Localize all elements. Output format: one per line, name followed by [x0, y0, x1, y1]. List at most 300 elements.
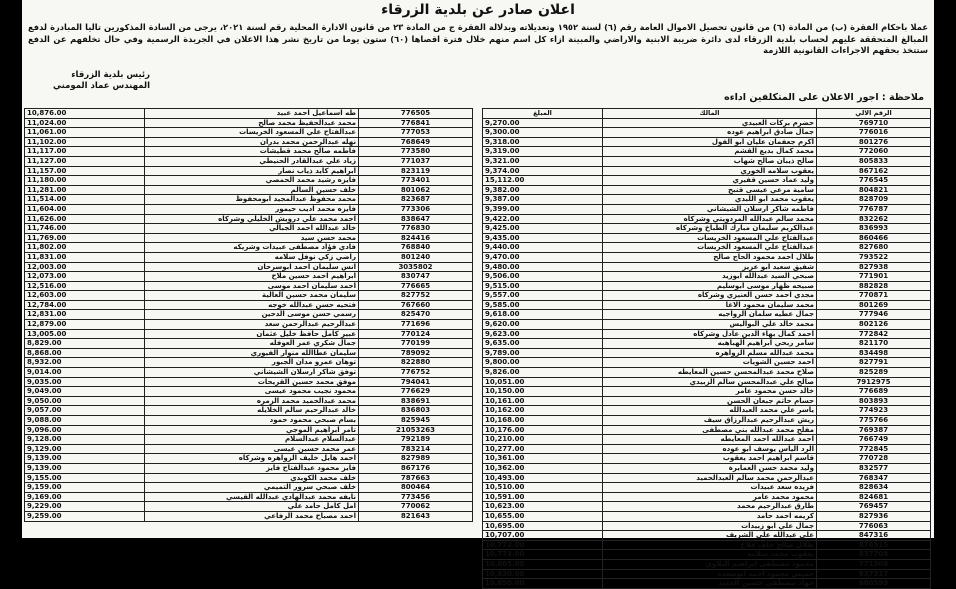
owner-name-cell: يعقوب سلامه الخوري [603, 166, 817, 176]
number-cell: 783214 [359, 444, 473, 454]
scanned-notice-sheet [22, 0, 934, 588]
table-row [25, 368, 473, 378]
amount-cell: 9,506.00 [483, 272, 603, 282]
owner-name-cell: فاطمه شاكر ارسلان الشيشاني [603, 204, 817, 214]
amount-cell: 9,789.00 [483, 348, 603, 358]
table-row [483, 291, 931, 301]
amount-cell: 9,635.00 [483, 339, 603, 349]
table-row [483, 387, 931, 397]
table-row [25, 492, 473, 502]
number-cell: 787663 [359, 473, 473, 483]
amount-cell: 9,318.00 [483, 137, 603, 147]
number-cell: 825470 [359, 310, 473, 320]
table-row [25, 502, 473, 512]
owner-name-cell: جمال صادق ابراهيم عوده [603, 128, 817, 138]
table-row [25, 339, 473, 349]
number-cell: 3035802 [359, 262, 473, 272]
number-cell: 794041 [359, 377, 473, 387]
notice-paragraph: عملا باحكام الفقرة (ب) من المادة (٦) من قانون تحصيل الاموال العامة رقم (٦) لسنة ١٩٥٢ وتعديلاته وبدلالة الفقرة ج من المادة ٢٣ من قانون الادارة المحلية رقم لسنة ٢٠٢١، يرجى من السادة المذكورين تاليا المبادرة لدفع المبالغ المتحققة عليهم لحساب بلدية الزرقاء لدى دائرة ضريبة الابنية والاراضي والمبينة ازاء كل اسم منهم خلال فترة اقصاها (٦٠) ستون يوما من تاريخ نشر هذا الاعلان في الجريدة الرسمية وفي حال تخلفهم عن الدفع ستتخذ بحقهم الاجراءات القانونية اللازمة [28, 22, 928, 55]
owner-name-cell: ريش عبدالرحيم عبدالرزاق سيف [603, 416, 817, 426]
number-cell: 821170 [817, 339, 931, 349]
amount-cell: 10,277.00 [483, 444, 603, 454]
header-number: الرقم الالي [817, 109, 931, 119]
number-cell: 773580 [359, 147, 473, 157]
owner-name-cell: عبدالرحيم عبدالرحمن سعد [145, 320, 359, 330]
number-cell: 769710 [817, 118, 931, 128]
owner-name-cell: فايزه محمد اديب حيمور [145, 204, 359, 214]
owner-name-cell: صبحي السيد عبدالله ابوزيد [603, 272, 817, 282]
number-cell: 834498 [817, 348, 931, 358]
owner-name-cell: زياد علي عبدالقادر الحنيطي [145, 156, 359, 166]
amount-cell: 12,603.00 [25, 291, 145, 301]
owner-name-cell: صالح علي عبدالمحسن سالم الزبيدي [603, 377, 817, 387]
number-cell: 7912975 [817, 377, 931, 387]
table-row [25, 137, 473, 147]
table-row [483, 502, 931, 512]
table-row [25, 435, 473, 445]
number-cell: 766749 [817, 435, 931, 445]
table-row [483, 559, 931, 569]
amount-cell: 11,180.00 [25, 176, 145, 186]
owner-name-cell: خلف حسين السالم [145, 185, 359, 195]
table-row [483, 406, 931, 416]
amount-cell: 10,830.00 [483, 569, 603, 579]
table-row [483, 444, 931, 454]
amount-cell: 9,422.00 [483, 214, 603, 224]
owner-name-cell: سليمان عطاالله منوار الفيوري [145, 348, 359, 358]
number-cell: 771696 [359, 320, 473, 330]
amount-cell: 10,623.00 [483, 502, 603, 512]
owner-name-cell: محمد كمال بديع القشم [603, 147, 817, 157]
table-header-row [483, 109, 931, 119]
owner-name-cell: خميس محمود احمد ابوسعده [603, 569, 817, 579]
table-row [483, 492, 931, 502]
owner-name-cell: سامية مرعي عيسى قنبح [603, 185, 817, 195]
number-cell: 772842 [817, 329, 931, 339]
left-debtors-table [24, 108, 473, 522]
number-cell: 827791 [817, 358, 931, 368]
owner-name-cell: سامر ربحي ابراهيم الهباهبه [603, 339, 817, 349]
table-row [483, 166, 931, 176]
number-cell: 772060 [817, 147, 931, 157]
signature-line-mayor: رئيس بلدية الزرقاء [71, 70, 150, 80]
owner-name-cell: صلاح محمد عبدالمحسن حسين المعايطه [603, 368, 817, 378]
table-row [483, 463, 931, 473]
owner-name-cell: محمد سليمان محمود الاغا [603, 300, 817, 310]
number-cell: 680599 [817, 579, 931, 589]
owner-name-cell: محمد سالم عبدالله المردويتي وشركاه [603, 214, 817, 224]
table-row [25, 195, 473, 205]
table-row [483, 473, 931, 483]
amount-cell: 10,176.00 [483, 425, 603, 435]
table-row [483, 252, 931, 262]
table-row [25, 185, 473, 195]
table-row [483, 310, 931, 320]
amount-cell: 10,772.00 [483, 540, 603, 550]
amount-cell: 11,281.00 [25, 185, 145, 195]
number-cell: 825945 [359, 416, 473, 426]
number-cell: 776752 [359, 368, 473, 378]
number-cell: 775766 [817, 416, 931, 426]
amount-cell: 10,162.00 [483, 406, 603, 416]
owner-name-cell: نهله عبدالرحمن محمد بدران [145, 137, 359, 147]
owner-name-cell: احمد هايل خليف الزواهره وشركاه [145, 454, 359, 464]
header-owner: المالك [603, 109, 817, 119]
owner-name-cell: طلال احمد محمود الحاج صالح [603, 252, 817, 262]
table-row [483, 243, 931, 253]
table-row [483, 483, 931, 493]
owner-name-cell: بسام صبحي محمود حمود [145, 416, 359, 426]
table-row [483, 320, 931, 330]
amount-cell: 11,061.00 [25, 128, 145, 138]
table-row [25, 483, 473, 493]
owner-name-cell: احمد عبدالله احمد المعايطه [603, 435, 817, 445]
owner-name-cell: عبدالسلام عبدالسلام [145, 435, 359, 445]
table-row [483, 579, 931, 589]
amount-cell: 9,480.00 [483, 262, 603, 272]
number-cell: 824416 [359, 233, 473, 243]
number-cell: 774923 [817, 406, 931, 416]
amount-cell: 11,514.00 [25, 195, 145, 205]
amount-cell: 9,800.00 [483, 358, 603, 368]
amount-cell: 10,655.00 [483, 511, 603, 521]
amount-cell: 9,259.00 [25, 511, 145, 521]
owner-name-cell: خالد عبدالله احمد الجبالي [145, 224, 359, 234]
owner-name-cell: جمال عطيه سلمان الرواجيه [603, 310, 817, 320]
table-row [25, 214, 473, 224]
amount-cell: 9,435.00 [483, 233, 603, 243]
owner-name-cell: محمد خالد علي البواليس [603, 320, 817, 330]
number-cell: 770871 [817, 291, 931, 301]
owner-name-cell: عبدالفتاح علي المسعود الخريسات [603, 233, 817, 243]
number-cell: 768347 [817, 473, 931, 483]
number-cell: 771037 [359, 156, 473, 166]
table-row [483, 118, 931, 128]
owner-name-cell: اكرم جعفمان عليان ابو الفول [603, 137, 817, 147]
number-cell: 822880 [359, 358, 473, 368]
amount-cell: 9,035.00 [25, 377, 145, 387]
number-cell: 773401 [359, 176, 473, 186]
number-cell: 771901 [817, 272, 931, 282]
number-cell: 772845 [817, 444, 931, 454]
fees-note: ملاحظة : اجور الاعلان على المتكلفين اداءه [724, 92, 924, 103]
table-row [483, 511, 931, 521]
amount-cell: 10,168.00 [483, 416, 603, 426]
owner-name-cell: جمال علي ابو زبيدات [603, 521, 817, 531]
amount-cell: 12,831.00 [25, 310, 145, 320]
table-row [483, 147, 931, 157]
number-cell: 776016 [817, 128, 931, 138]
number-cell: 824681 [817, 492, 931, 502]
owner-name-cell: فتحيه حسن عبدالله خوجه [145, 300, 359, 310]
amount-cell: 11,769.00 [25, 233, 145, 243]
table-row [483, 348, 931, 358]
number-cell: 776830 [359, 224, 473, 234]
table-row [25, 396, 473, 406]
amount-cell: 9,139.00 [25, 454, 145, 464]
owner-name-cell: ابراهيم احمد حسين ملاح [145, 272, 359, 282]
amount-cell: 11,626.00 [25, 214, 145, 224]
number-cell: 769387 [817, 425, 931, 435]
amount-cell: 11,604.00 [25, 204, 145, 214]
owner-name-cell: تامر ابراهيم الموجي [145, 425, 359, 435]
owner-name-cell: ياسر علي محمد العبدالله [603, 406, 817, 416]
table-row [483, 185, 931, 195]
owner-name-cell: رسمي حسن موسى الدحين [145, 310, 359, 320]
amount-cell: 12,784.00 [25, 300, 145, 310]
table-row [25, 377, 473, 387]
owner-name-cell: حضرم بركات العبيدي [603, 118, 817, 128]
amount-cell: 10,695.00 [483, 521, 603, 531]
amount-cell: 9,826.00 [483, 368, 603, 378]
owner-name-cell: عبدالكريم سليمان مبارك الطباخ وشركاه [603, 224, 817, 234]
amount-cell: 9,050.00 [25, 396, 145, 406]
owner-name-cell: محمد عبدالحفيظ محمد صالح [145, 118, 359, 128]
table-row [483, 281, 931, 291]
number-cell: 776841 [359, 118, 473, 128]
amount-cell: 9,618.00 [483, 310, 603, 320]
amount-cell: 11,802.00 [25, 243, 145, 253]
table-row [25, 425, 473, 435]
amount-cell: 10,773.00 [483, 550, 603, 560]
table-row [483, 128, 931, 138]
amount-cell: 10,876.00 [25, 109, 145, 119]
owner-name-cell: احمد سليمان احمد موسى [145, 281, 359, 291]
owner-name-cell: فاطمه صالح محمد قطيشات [145, 147, 359, 157]
table-row [483, 396, 931, 406]
table-row [25, 233, 473, 243]
amount-cell: 8,829.00 [25, 339, 145, 349]
table-row [483, 521, 931, 531]
table-row [25, 118, 473, 128]
number-cell: 838691 [359, 396, 473, 406]
table-row [25, 204, 473, 214]
owner-name-cell: خلف محمد الكويدي [145, 473, 359, 483]
amount-cell: 12,879.00 [25, 320, 145, 330]
owner-name-cell: فايز محمود عبدالفتاح فايز [145, 463, 359, 473]
owner-name-cell: محمد حسن سيد [145, 233, 359, 243]
number-cell: 776787 [817, 204, 931, 214]
table-row [483, 425, 931, 435]
amount-cell: 10,591.00 [483, 492, 603, 502]
amount-cell: 9,129.00 [25, 444, 145, 454]
number-cell: 836993 [817, 224, 931, 234]
table-row [25, 387, 473, 397]
owner-name-cell: شفيق سعيد ابو عزيز [603, 262, 817, 272]
number-cell: 801269 [817, 300, 931, 310]
amount-cell: 9,057.00 [25, 406, 145, 416]
amount-cell: 10,362.00 [483, 463, 603, 473]
owner-name-cell: فريده سعد عبيدات [603, 483, 817, 493]
table-row [483, 224, 931, 234]
number-cell: 827989 [359, 454, 473, 464]
amount-cell: 9,399.00 [483, 204, 603, 214]
amount-cell: 11,117.00 [25, 147, 145, 157]
number-cell: 776629 [359, 387, 473, 397]
table-row [25, 348, 473, 358]
number-cell: 770062 [359, 502, 473, 512]
amount-cell: 11,831.00 [25, 252, 145, 262]
amount-cell: 10,051.00 [483, 377, 603, 387]
amount-cell: 9,321.00 [483, 156, 603, 166]
owner-name-cell: يعقوب محمد سلامه [603, 550, 817, 560]
table-row [25, 176, 473, 186]
number-cell: 777946 [817, 310, 931, 320]
amount-cell: 9,623.00 [483, 329, 603, 339]
amount-cell: 11,102.00 [25, 137, 145, 147]
amount-cell: 9,229.00 [25, 502, 145, 512]
amount-cell: 11,024.00 [25, 118, 145, 128]
table-row [483, 262, 931, 272]
table-row [483, 156, 931, 166]
amount-cell: 11,127.00 [25, 156, 145, 166]
table-row [483, 550, 931, 560]
table-row [483, 214, 931, 224]
amount-cell: 13,005.00 [25, 329, 145, 339]
table-row [483, 300, 931, 310]
number-cell: 827938 [817, 262, 931, 272]
owner-name-cell: احمد حسين الشويات [603, 358, 817, 368]
number-cell: 769457 [817, 502, 931, 512]
number-cell: 836803 [359, 406, 473, 416]
number-cell: 823119 [359, 166, 473, 176]
table-row [483, 195, 931, 205]
owner-name-cell: عبدالفتاح علي المسعود الخريسات [603, 243, 817, 253]
number-cell: 776665 [359, 281, 473, 291]
number-cell: 777053 [359, 128, 473, 138]
number-cell: 776063 [817, 521, 931, 531]
owner-name-cell: عبير كامل حافظ خليل عثمان [145, 329, 359, 339]
owner-name-cell: انس سليمان احمد ابوسرحان [145, 262, 359, 272]
owner-name-cell: احمد محمد علي درويش الخليلي وشركاه [145, 214, 359, 224]
table-row [25, 310, 473, 320]
owner-name-cell: جمال شكري عمر العوفله [145, 339, 359, 349]
signature-line-engineer: المهندس عماد المومني [53, 81, 150, 91]
owner-name-cell: طلال صالح خلف فلاح [603, 540, 817, 550]
owner-name-cell: فادي فؤاد مصطفى عبيدات وشريكه [145, 243, 359, 253]
amount-cell: 9,169.00 [25, 492, 145, 502]
owner-name-cell: وليد عماد حسين قفيري [603, 176, 817, 186]
amount-cell: 10,161.00 [483, 396, 603, 406]
number-cell: 773306 [359, 204, 473, 214]
number-cell: 830747 [359, 272, 473, 282]
number-cell: 21053263 [359, 425, 473, 435]
notice-title: اعلان صادر عن بلدية الزرقاء [381, 2, 575, 18]
owner-name-cell: توفق شاكر ارسلان الشيشاني [145, 368, 359, 378]
number-cell: 793522 [817, 252, 931, 262]
number-cell: 827936 [817, 511, 931, 521]
table-row [483, 368, 931, 378]
amount-cell: 9,049.00 [25, 387, 145, 397]
number-cell: 767660 [359, 300, 473, 310]
table-row [25, 444, 473, 454]
owner-name-cell: طه اسماعيل احمد عبيد [145, 109, 359, 119]
table-row [25, 300, 473, 310]
amount-cell: 9,382.00 [483, 185, 603, 195]
number-cell: 804821 [817, 185, 931, 195]
owner-name-cell: احمد كمال بهاء الدين عادل وشركاه [603, 329, 817, 339]
owner-name-cell: احمد مصباح محمد الرفاعي [145, 511, 359, 521]
owner-name-cell: قاسم ابراهيم احمد يعقوب [603, 454, 817, 464]
owner-name-cell: سليمان محمد حسين العالية [145, 291, 359, 301]
amount-cell: 15,112.00 [483, 176, 603, 186]
amount-cell: 9,128.00 [25, 435, 145, 445]
amount-cell: 11,746.00 [25, 224, 145, 234]
table-row [25, 243, 473, 253]
table-row [483, 454, 931, 464]
number-cell: 832577 [817, 463, 931, 473]
owner-name-cell: محمود محمد عامر [603, 492, 817, 502]
owner-name-cell: صالح ذيبان صالح شهاب [603, 156, 817, 166]
owner-name-cell: موفق محمد حسين القريحات [145, 377, 359, 387]
table-row [483, 569, 931, 579]
table-row [483, 358, 931, 368]
signature-block [30, 70, 150, 92]
table-row [483, 204, 931, 214]
owner-name-cell: مجدي احمد حسن العنيزي وشركاه [603, 291, 817, 301]
table-row [25, 281, 473, 291]
owner-name-cell: علي عبدالله علي الشريف [603, 531, 817, 541]
table-row [25, 128, 473, 138]
amount-cell: 12,073.00 [25, 272, 145, 282]
table-row [25, 166, 473, 176]
owner-name-cell: الرد الياس يوسف ابو عوده [603, 444, 817, 454]
table-row [25, 406, 473, 416]
number-cell: 828634 [817, 483, 931, 493]
owner-name-cell: محمود مصطفى ابراهيم التلاوي [603, 559, 817, 569]
number-cell: 770124 [359, 329, 473, 339]
number-cell: 821643 [359, 511, 473, 521]
amount-cell: 9,139.00 [25, 463, 145, 473]
amount-cell: 9,585.00 [483, 300, 603, 310]
table-row [25, 224, 473, 234]
number-cell: 828709 [817, 195, 931, 205]
number-cell: 768840 [359, 243, 473, 253]
owner-name-cell: صبيحه ظهار موسى ابوسليم [603, 281, 817, 291]
table-row [25, 454, 473, 464]
amount-cell: 9,155.00 [25, 473, 145, 483]
number-cell: 837317 [817, 569, 931, 579]
amount-cell: 9,440.00 [483, 243, 603, 253]
owner-name-cell: عبدالفتاح علي المسعود الخريسات [145, 128, 359, 138]
number-cell: 847316 [817, 531, 931, 541]
amount-cell: 10,707.00 [483, 531, 603, 541]
amount-cell: 9,515.00 [483, 281, 603, 291]
owner-name-cell: محمد عبدالله مسلم الزواهره [603, 348, 817, 358]
table-row [483, 416, 931, 426]
number-cell: 825289 [817, 368, 931, 378]
amount-cell: 9,425.00 [483, 224, 603, 234]
table-row [25, 473, 473, 483]
amount-cell: 10,361.00 [483, 454, 603, 464]
amount-cell: 9,159.00 [25, 483, 145, 493]
owner-name-cell: عمر محمد حسين عيسى [145, 444, 359, 454]
number-cell: 827752 [359, 291, 473, 301]
owner-name-cell: وليد محمد حسن العمايرة [603, 463, 817, 473]
number-cell: 832262 [817, 214, 931, 224]
number-cell: 776545 [817, 176, 931, 186]
amount-cell: 9,387.00 [483, 195, 603, 205]
table-row [25, 109, 473, 119]
owner-name-cell: محمد محفوظ عبدالمجيد ابومحفوظ [145, 195, 359, 205]
table-row [25, 416, 473, 426]
number-cell: 882828 [817, 281, 931, 291]
number-cell: 823687 [359, 195, 473, 205]
owner-name-cell: نايفه محمد عبدالهادي عبدالله القيسي [145, 492, 359, 502]
table-row [25, 320, 473, 330]
amount-cell: 8,868.00 [25, 348, 145, 358]
number-cell: 800464 [359, 483, 473, 493]
